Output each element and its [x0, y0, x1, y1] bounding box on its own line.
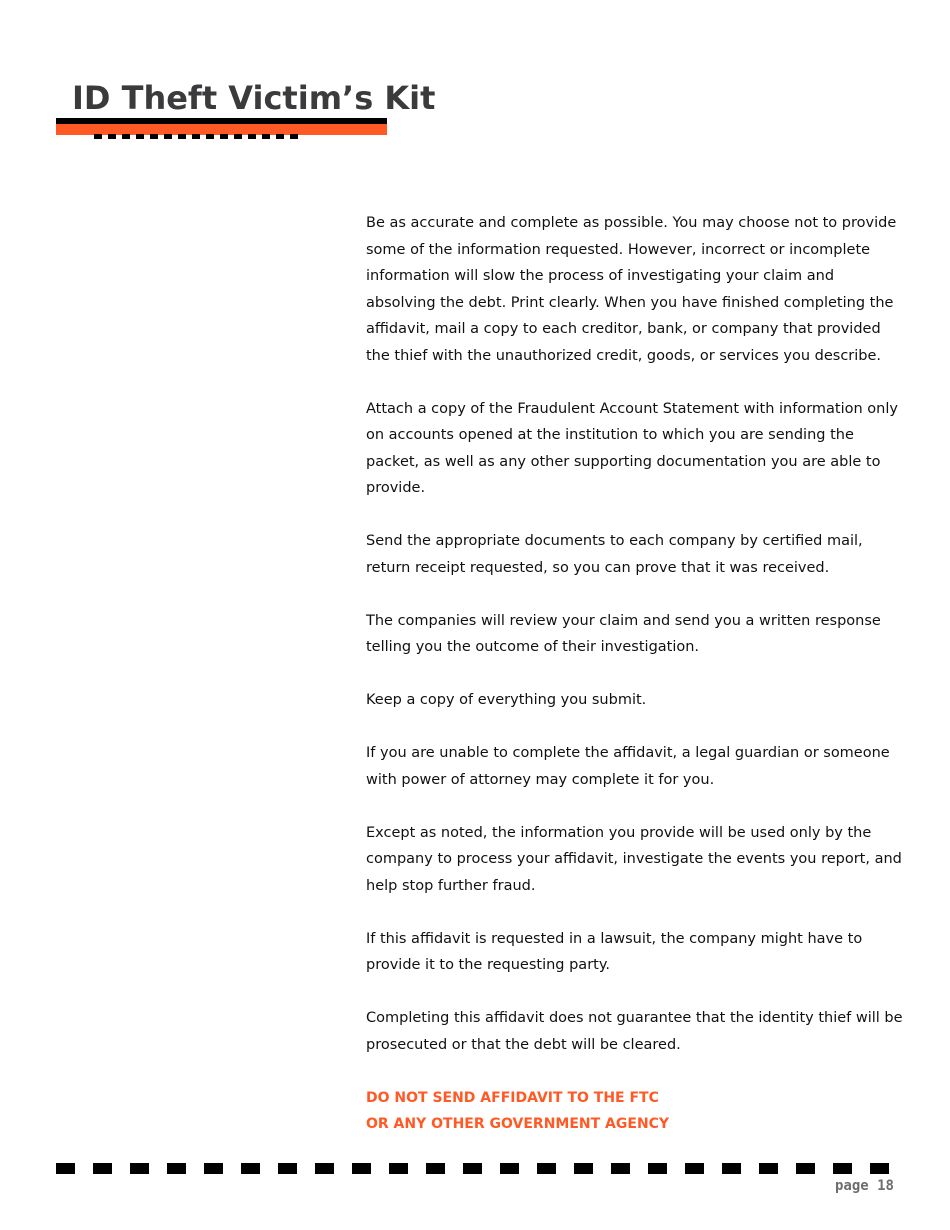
instruction-paragraph: Completing this affidavit does not guarantee that the identity thief will be prosecuted or that the debt will be cleared.: [366, 1010, 903, 1053]
warning-line-2: OR ANY OTHER GOVERNMENT AGENCY: [366, 1116, 670, 1132]
warning-line-1: DO NOT SEND AFFIDAVIT TO THE FTC: [366, 1089, 659, 1106]
title-dotted-rule: [94, 134, 302, 139]
page-number: page 18: [834, 1178, 894, 1194]
footer-dashed-rule: [56, 1163, 896, 1174]
instruction-paragraph: Be as accurate and complete as possible. You may choose not to provide some of the information requested. However, incorrect or incomplete information will slow the process of investigating your claim and absolving the debt. Print clearly. When you have finished completing the affidavit, mail a copy to each creditor, bank, or company that provided the thief with the unauthorized credit, goods, or services you describe.: [366, 215, 897, 364]
instruction-paragraph: If you are unable to complete the affidavit, a legal guardian or someone with power of attorney may complete it for you.: [366, 745, 890, 788]
instruction-paragraph: If this affidavit is requested in a lawsuit, the company might have to provide it to the requesting party.: [366, 930, 863, 973]
instruction-paragraph: Send the appropriate documents to each company by certified mail, return receipt requested, so you can prove that it was received.: [366, 533, 863, 576]
instructions-body: [366, 210, 906, 1164]
instruction-paragraph: The companies will review your claim and send you a written response telling you the outcome of their investigation.: [366, 612, 881, 655]
instruction-paragraph: Keep a copy of everything you submit.: [366, 692, 647, 708]
instruction-paragraph: Attach a copy of the Fraudulent Account Statement with information only on accounts opened at the institution to which you are sending the packet, as well as any other supporting documentation you are able to provide.: [366, 400, 898, 496]
warning-notice: [366, 1085, 906, 1138]
page-title: ID Theft Victim’s Kit: [72, 79, 436, 117]
instruction-paragraph: Except as noted, the information you provide will be used only by the company to process your affidavit, investigate the events you report, and help stop further fraud.: [366, 824, 902, 894]
